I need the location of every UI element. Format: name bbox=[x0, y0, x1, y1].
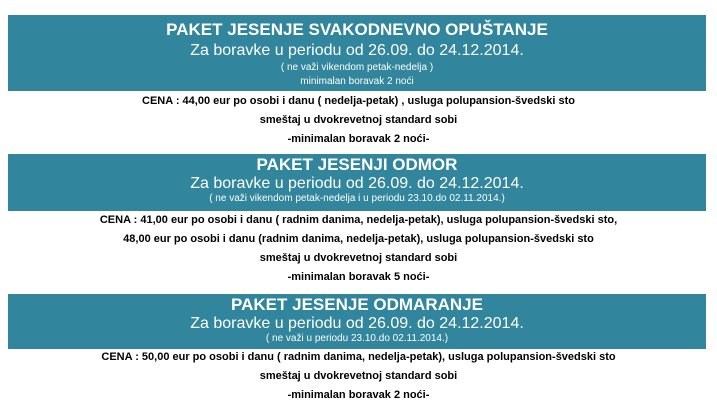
package-2-price-line-2: 48,00 eur po osobi i danu (radnim danima, nedelja-petak), usluga polupansion-švedski sto bbox=[123, 233, 594, 245]
package-2-min-stay-line: -minimalan boravak 5 noći- bbox=[287, 271, 430, 283]
package-1-period: Za boravke u periodu od 26.09. do 24.12.2014. bbox=[190, 42, 524, 59]
package-1-price bbox=[0, 92, 717, 149]
package-1-header bbox=[8, 15, 706, 91]
package-1-room-line: smeštaj u dvokrevetnoj standard sobi bbox=[259, 114, 458, 126]
package-1-min-stay-note: minimalan boravak 2 noći bbox=[300, 76, 414, 87]
package-1-title: PAKET JESENJE SVAKODNEVNO OPUŠTANJE bbox=[166, 20, 548, 39]
package-2-price bbox=[0, 211, 717, 287]
package-2-period: Za boravke u periodu od 26.09. do 24.12.2014. bbox=[190, 175, 524, 192]
package-2-price-line: CENA : 41,00 eur po osobi i danu ( radnim danima, nedelja-petak), usluga polupansion-švedski sto, bbox=[99, 214, 618, 226]
package-2-note: ( ne važi vikendom petak-nedelja i u periodu 23.10.do 02.11.2014.) bbox=[209, 193, 505, 204]
package-3-note: ( ne važi u periodu 23.10.do 02.11.2014.) bbox=[265, 333, 449, 344]
package-3-price-line: CENA : 50,00 eur po osobi i danu ( radnim danima, nedelja-petak), usluga polupansion-švedski sto bbox=[101, 351, 616, 363]
package-3-min-stay-line: -minimalan boravak 2 noći- bbox=[287, 389, 430, 401]
package-1-min-stay-line: -minimalan boravak 2 noći- bbox=[287, 133, 430, 145]
package-3-room-line: smeštaj u dvokrevetnoj standard sobi bbox=[259, 370, 458, 382]
package-2-header bbox=[8, 154, 706, 211]
package-3-period: Za boravke u periodu od 26.09. do 24.12.2014. bbox=[190, 315, 524, 332]
package-1-note: ( ne važi vikendom petak-nedelja ) bbox=[280, 62, 434, 73]
package-2-title: PAKET JESENJI ODMOR bbox=[256, 155, 458, 174]
package-1-price-line: CENA : 44,00 eur po osobi i danu ( nedelja-petak) , usluga polupansion-švedski sto bbox=[142, 95, 575, 107]
package-3-title: PAKET JESENJE ODMARANJE bbox=[231, 295, 483, 314]
package-3-price bbox=[0, 348, 717, 405]
package-2-room-line: smeštaj u dvokrevetnoj standard sobi bbox=[259, 252, 458, 264]
package-3-header bbox=[8, 294, 706, 349]
